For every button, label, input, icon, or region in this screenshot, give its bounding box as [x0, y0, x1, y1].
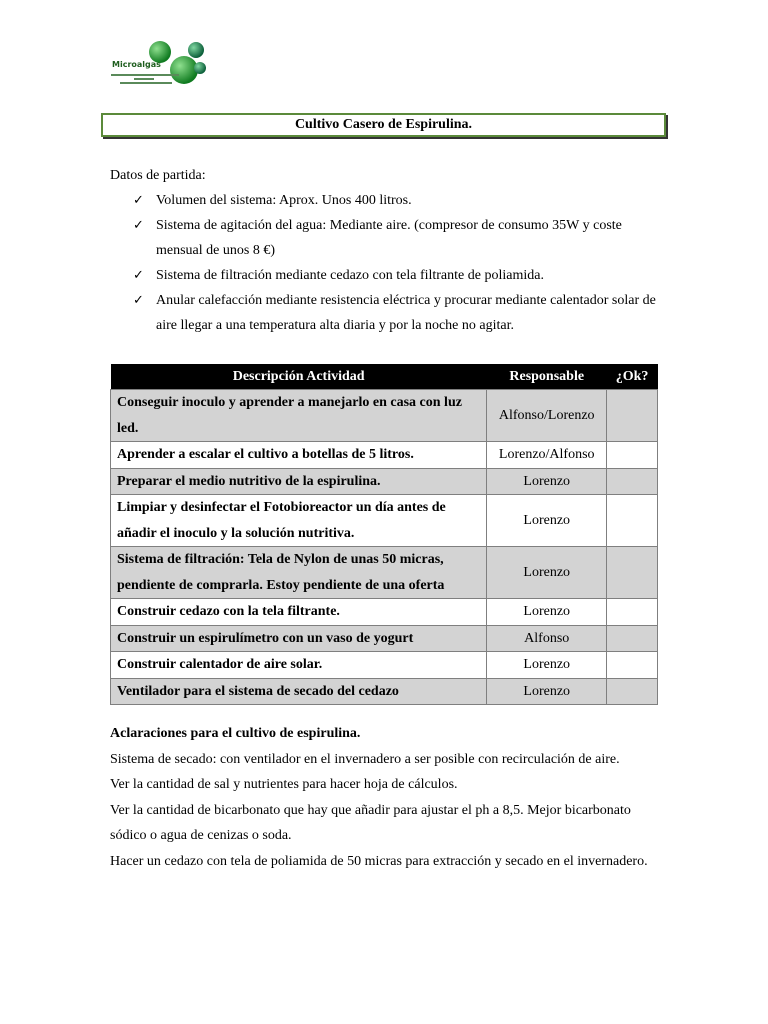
checkmark-icon: ✓ [133, 268, 144, 283]
logo-caption-line [111, 74, 179, 76]
notes-section [110, 721, 650, 874]
activity-responsible: Lorenzo [487, 599, 607, 626]
activity-description: Construir calentador de aire solar. [111, 652, 487, 679]
table-row [111, 547, 658, 599]
activity-description: Aprender a escalar el cultivo a botellas de 5 litros. [111, 442, 487, 469]
activity-description: Sistema de filtración: Tela de Nylon de unas 50 micras, pendiente de comprarla. Estoy pendiente de una oferta [111, 547, 487, 599]
checkmark-icon: ✓ [133, 218, 144, 233]
document-title: Cultivo Casero de Espirulina. [101, 113, 666, 137]
table-row [111, 599, 658, 626]
header-ok: ¿Ok? [607, 364, 658, 390]
intro-heading: Datos de partida: [110, 168, 206, 183]
table-row [111, 652, 658, 679]
table-row [111, 442, 658, 469]
activity-responsible: Lorenzo [487, 468, 607, 495]
intro-section [110, 163, 670, 338]
activity-ok [607, 547, 658, 599]
activity-description: Ventilador para el sistema de secado del cedazo [111, 678, 487, 705]
activity-description: Construir un espirulímetro con un vaso de yogurt [111, 625, 487, 652]
activity-ok [607, 625, 658, 652]
activity-responsible: Lorenzo [487, 652, 607, 679]
activity-ok [607, 599, 658, 626]
activity-responsible: Alfonso [487, 625, 607, 652]
activity-ok [607, 442, 658, 469]
list-item: ✓ Sistema de filtración mediante cedazo con tela filtrante de poliamida. [133, 263, 670, 288]
activity-description: Preparar el medio nutritivo de la espirulina. [111, 468, 487, 495]
list-item: ✓ Sistema de agitación del agua: Mediante aire. (compresor de consumo 35W y coste mensual de unos 8 €) [133, 213, 670, 263]
activity-description: Limpiar y desinfectar el Fotobioreactor un día antes de añadir el inoculo y la solución nutritiva. [111, 495, 487, 547]
activity-responsible: Lorenzo [487, 547, 607, 599]
notes-heading: Aclaraciones para el cultivo de espirulina. [110, 726, 361, 741]
checkmark-icon: ✓ [133, 193, 144, 208]
table-row [111, 495, 658, 547]
activity-ok [607, 652, 658, 679]
activity-responsible: Lorenzo [487, 678, 607, 705]
activity-ok [607, 678, 658, 705]
activity-responsible: Alfonso/Lorenzo [487, 390, 607, 442]
activity-ok [607, 390, 658, 442]
logo-caption-line [134, 78, 154, 80]
activity-ok [607, 468, 658, 495]
logo-caption-line [120, 82, 172, 84]
activity-description: Construir cedazo con la tela filtrante. [111, 599, 487, 626]
activity-ok [607, 495, 658, 547]
activity-responsible: Lorenzo/Alfonso [487, 442, 607, 469]
header-description: Descripción Actividad [111, 364, 487, 390]
intro-list [110, 188, 670, 338]
note-paragraph: Hacer un cedazo con tela de poliamida de 50 micras para extracción y secado en el invernadero. [110, 853, 648, 869]
activities-table [110, 364, 658, 705]
microalgas-logo [108, 40, 208, 92]
table-header-row [111, 364, 658, 390]
activity-description: Conseguir inoculo y aprender a manejarlo en casa con luz led. [111, 390, 487, 442]
checkmark-icon: ✓ [133, 293, 144, 308]
table-row [111, 678, 658, 705]
logo-label: Microalgas [112, 60, 161, 69]
list-item: ✓ Anular calefacción mediante resistencia eléctrica y procurar mediante calentador solar de aire llegar a una temperatura alta diaria y por la noche no agitar. [133, 288, 670, 338]
table-row [111, 390, 658, 442]
list-item: ✓ Volumen del sistema: Aprox. Unos 400 litros. [133, 188, 670, 213]
note-paragraph: Ver la cantidad de bicarbonato que hay que añadir para ajustar el ph a 8,5. Mejor bicarbonato sódico o agua de cenizas o soda. [110, 802, 631, 843]
table-row [111, 625, 658, 652]
table-row [111, 468, 658, 495]
note-paragraph: Ver la cantidad de sal y nutrientes para hacer hoja de cálculos. [110, 777, 458, 792]
activity-responsible: Lorenzo [487, 495, 607, 547]
header-responsible: Responsable [487, 364, 607, 390]
note-paragraph: Sistema de secado: con ventilador en el invernadero a ser posible con recirculación de aire. [110, 751, 620, 767]
